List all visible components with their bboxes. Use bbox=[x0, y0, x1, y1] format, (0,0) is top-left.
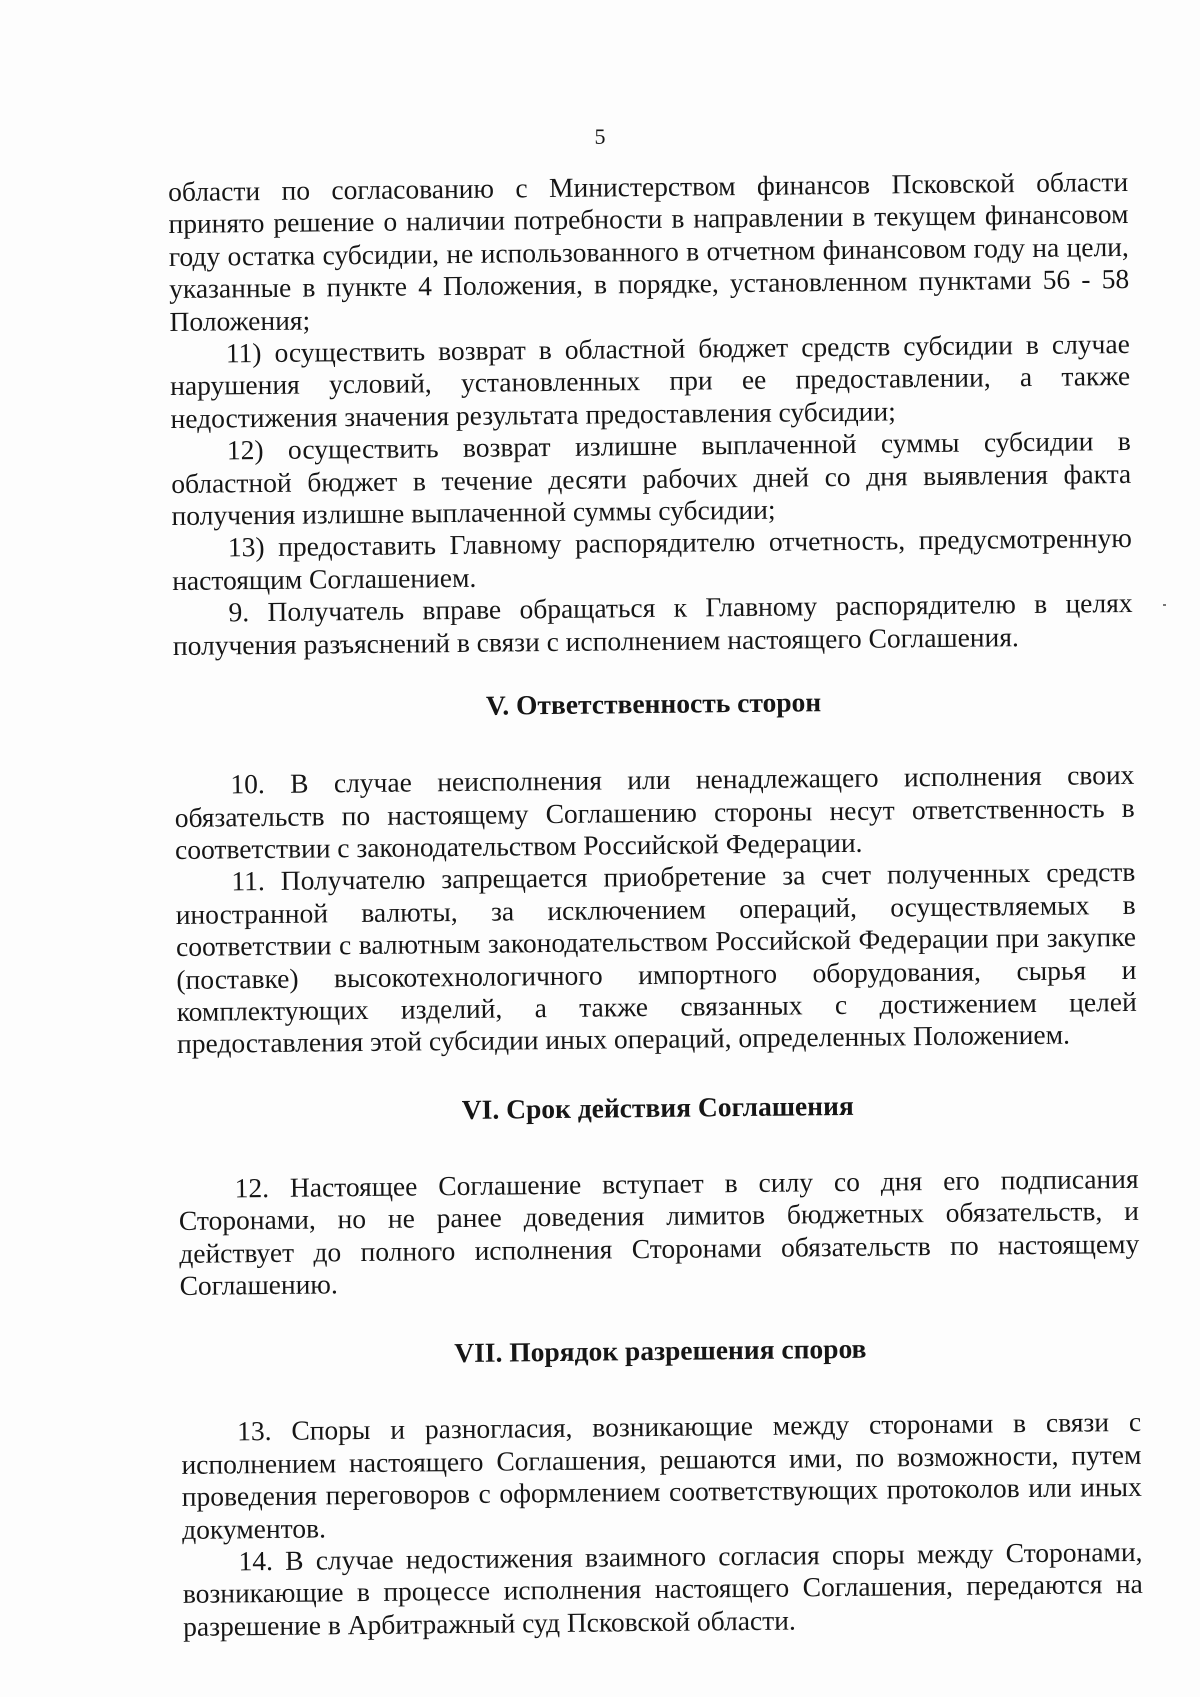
paragraph-item-12: 12) осуществить возврат излишне выплаченной суммы субсидии в областной бюджет в течение десяти рабочих дней со дня выявления факта получения излишне выплаченной суммы субсидии; bbox=[171, 425, 1132, 532]
page-number: 5 bbox=[594, 124, 606, 149]
document-body bbox=[168, 166, 1143, 1643]
paragraph-clause-12: 12. Настоящее Соглашение вступает в силу со дня его подписания Сторонами, но не ранее доведения лимитов бюджетных обязательств, и действует до полного исполнения Сторонами обязательств по настоящему Соглашению. bbox=[178, 1162, 1140, 1301]
paragraph-continuation: области по согласованию с Министерством финансов Псковской области принято решение о наличии потребности в направлении в текущем финансовом году остатка субсидии, не использованного в отчетном финансовом году на цели, указанные в пункте 4 Положения, в порядке, установленном пунктами 56 - 58 Положения; bbox=[168, 165, 1130, 337]
paragraph-clause-14: 14. В случае недостижения взаимного согласия споры между Сторонами, возникающие в процессе исполнения настоящего Соглашения, передаются на разрешение в Арбитражный суд Псковской области. bbox=[182, 1535, 1143, 1642]
paragraph-clause-13: 13. Споры и разногласия, возникающие между сторонами в связи с исполнением настоящего Соглашения, решаются ими, по возможности, путем проведения переговоров с оформлением соответствующих протоколов или иных документов. bbox=[181, 1406, 1142, 1545]
section-heading-responsibility: V. Ответственность сторон bbox=[485, 686, 822, 721]
paragraph-clause-9: 9. Получатель вправе обращаться к Главному распорядителю в целях получения разъяснений в связи с исполнением настоящего Соглашения. bbox=[172, 587, 1133, 661]
paragraph-item-11: 11) осуществить возврат в областной бюджет средств субсидии в случае нарушения условий, установленных при ее предоставлении, а также недостижения значения результата предоставления субсидии; bbox=[170, 327, 1131, 434]
section-heading-term: VI. Срок действия Соглашения bbox=[461, 1089, 854, 1125]
scan-speck bbox=[1163, 604, 1166, 606]
paragraph-clause-11: 11. Получателю запрещается приобретение за счет полученных средств иностранной валюты, за исключением операций, осуществляемых в соответствии с валютным законодательством Российской Федерации при закупке (поставке) высокотехнологичного импортного оборудования, сырья и комплектующих изделий, а также связанных с достижением целей предоставления этой субсидии иных операций, определенных Положением. bbox=[175, 856, 1137, 1060]
section-heading-disputes: VII. Порядок разрешения споров bbox=[454, 1333, 867, 1369]
paragraph-clause-10: 10. В случае неисполнения или ненадлежащего исполнения своих обязательств по настоящему Соглашению стороны несут ответственность в соответствии с законодательством Российской Федерации. bbox=[174, 759, 1135, 865]
paragraph-item-13: 13) предоставить Главному распорядителю отчетность, предусмотренную настоящим Соглашением. bbox=[172, 522, 1133, 596]
